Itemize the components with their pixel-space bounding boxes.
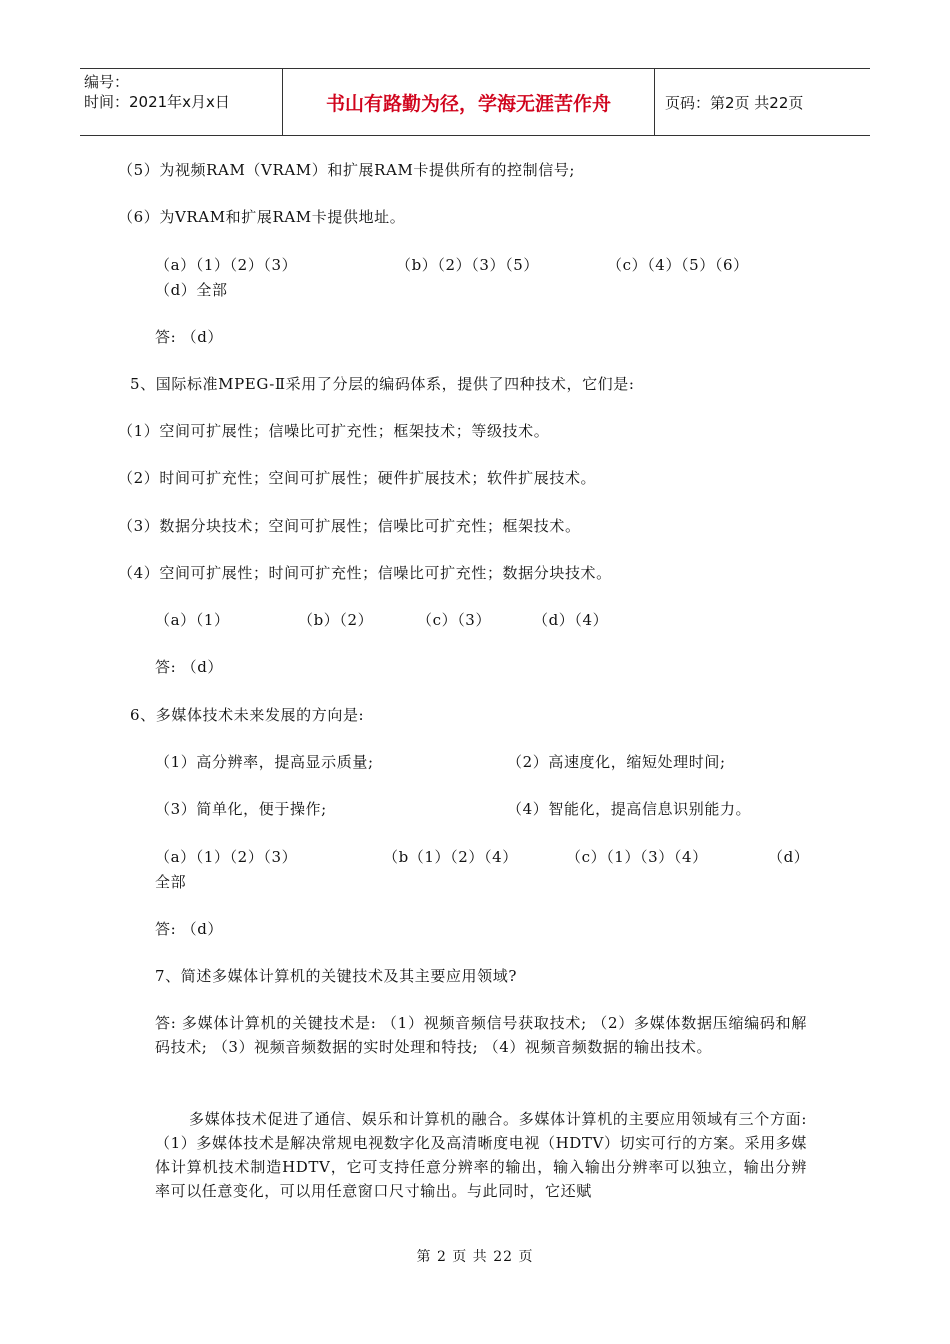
q5-option-d: （d）（4） <box>533 611 609 629</box>
page-footer: 第 2 页 共 22 页 <box>416 1249 534 1265</box>
q4-option-c: （c）（4）（5）（6） <box>607 256 749 274</box>
q4-option-a: （a）（1）（2）（3） <box>155 256 298 274</box>
page-info-text: 页码：第2页 共22页 <box>665 93 804 112</box>
q5-item-1: （1）空间可扩展性；信噪比可扩充性；框架技术；等级技术。 <box>118 422 550 440</box>
page-info-cell <box>655 69 870 135</box>
date-label: 时间：2021年x月x日 <box>84 93 230 111</box>
code-label: 编号： <box>84 73 130 91</box>
motto-text: 书山有路勤为径，学海无涯苦作舟 <box>325 92 611 115</box>
line-6: （6）为VRAM和扩展RAM卡提供地址。 <box>118 208 406 226</box>
q5-option-a: （a）（1） <box>155 611 230 629</box>
q7-title: 7、简述多媒体计算机的关键技术及其主要应用领域? <box>155 967 517 985</box>
q5-option-b: （b）（2） <box>298 611 374 629</box>
q6-title: 6、多媒体技术未来发展的方向是: <box>130 706 365 724</box>
q7-answer: 答: 多媒体计算机的关键技术是: （1）视频音频信号获取技术; （2）多媒体数据压缩编码和解码技术; （3）视频音频数据的实时处理和特技; （4）视频音频数据的输出技术。 <box>155 1014 807 1056</box>
q6-option-d-text: 全部 <box>155 873 187 891</box>
q6-option-c: （c）（1）（3）（4） <box>566 848 708 866</box>
motto-cell <box>282 69 655 135</box>
q6-item-3: （3）简单化，便于操作; <box>155 800 327 818</box>
q4-option-d: （d）全部 <box>155 281 228 299</box>
line-5: （5）为视频RAM（VRAM）和扩展RAM卡提供所有的控制信号; <box>118 161 576 179</box>
q4-option-b: （b）（2）（3）（5） <box>396 256 539 274</box>
q5-item-4: （4）空间可扩展性；时间可扩充性；信噪比可扩充性；数据分块技术。 <box>118 564 612 582</box>
q5-title: 5、国际标准MPEG-Ⅱ采用了分层的编码体系，提供了四种技术，它们是: <box>130 375 635 393</box>
header-table <box>80 68 870 136</box>
q4-answer: 答: （d） <box>155 328 224 346</box>
q5-answer: 答: （d） <box>155 658 224 676</box>
q5-item-2: （2）时间可扩充性；空间可扩展性；硬件扩展技术；软件扩展技术。 <box>118 469 597 487</box>
q6-answer: 答: （d） <box>155 920 224 938</box>
q6-item-4: （4）智能化，提高信息识别能力。 <box>507 800 752 818</box>
q6-option-d: （d） <box>768 848 810 866</box>
q6-option-a: （a）（1）（2）（3） <box>155 848 298 866</box>
q5-item-3: （3）数据分块技术；空间可扩展性；信噪比可扩充性；框架技术。 <box>118 517 581 535</box>
q6-item-2: （2）高速度化，缩短处理时间; <box>507 753 726 771</box>
q6-item-1: （1）高分辨率，提高显示质量; <box>155 753 374 771</box>
q7-paragraph: 多媒体技术促进了通信、娱乐和计算机的融合。多媒体计算机的主要应用领域有三个方面: （1）多媒体技术是解决常规电视数字化及高清晰度电视（HDTV）切实可行的方案。采用多媒体计算机技术制造HDTV，它可支持任意分辨率的输出，输入输出分辨率可以独立，输出分辨率可以任意变化，可以用任意窗口尺寸输出。与此同时，它还赋 <box>155 1110 807 1200</box>
q6-option-b: （b（1）（2）（4） <box>383 848 518 866</box>
q5-option-c: （c）（3） <box>417 611 492 629</box>
header-meta-cell <box>80 69 282 135</box>
